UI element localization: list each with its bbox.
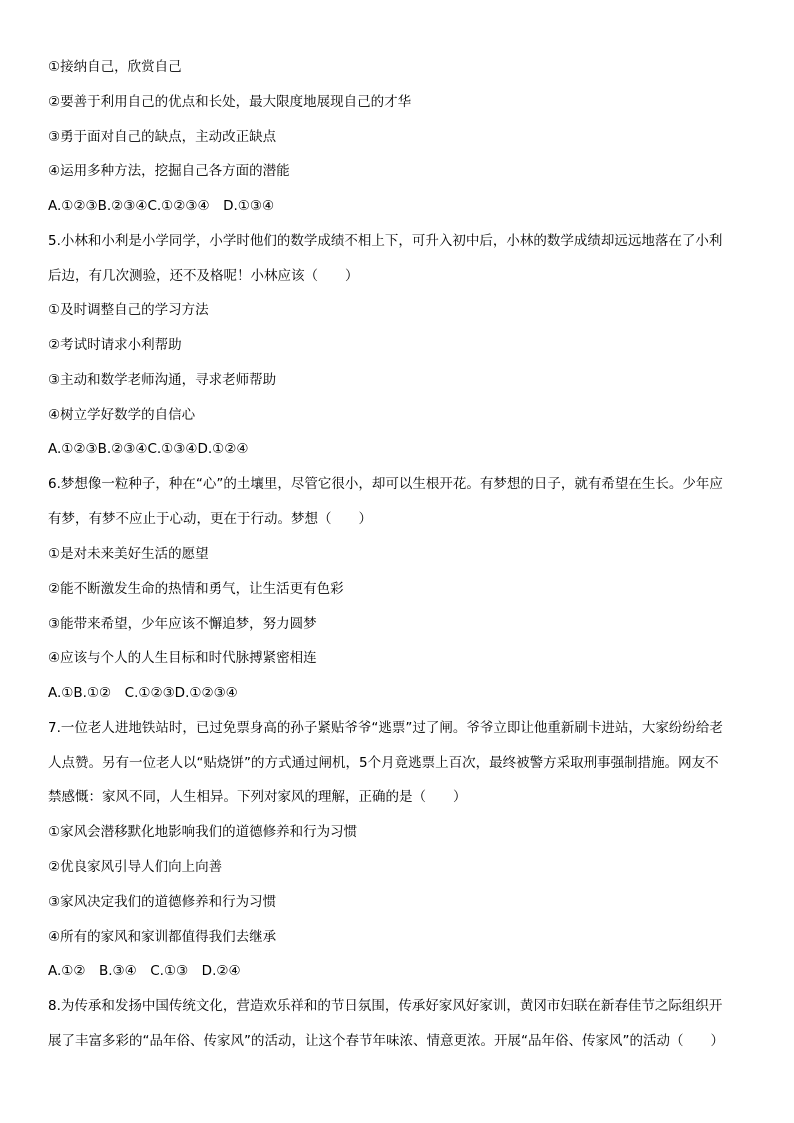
question-text: 有梦，有梦不应止于心动，更在于行动。梦想（ ） [48,511,372,527]
text-line: ③家风决定我们的道德修养和行为习惯 [48,894,277,910]
question-text: 7.一位老人进地铁站时，已过免票身高的孙子紧贴爷爷“逃票”过了闸。爷爷立即让他重新刷卡进站，大家纷纷给老 [48,720,723,736]
text-line: ②考试时请求小利帮助 [48,337,182,353]
question-text: 展了丰富多彩的“品年俗、传家风”的活动，让这个春节年味浓、情意更浓。开展“品年俗、传家风”的活动（ ） [48,1033,724,1049]
question-text: 后边，有几次测验，还不及格呢！小林应该（ ） [48,268,359,284]
text-line: ②要善于利用自己的优点和长处，最大限度地展现自己的才华 [48,94,412,110]
text-line: ③主动和数学老师沟通，寻求老师帮助 [48,372,277,388]
text-line: ③勇于面对自己的缺点，主动改正缺点 [48,129,277,145]
answer-options: A.①B.①② C.①②③D.①②③④ [48,685,238,701]
question-text: 6.梦想像一粒种子，种在“心”的土壤里，尽管它很小，却可以生根开花。有梦想的日子，就有希望在生长。少年应 [48,476,723,492]
text-line: ②能不断激发生命的热情和勇气，让生活更有色彩 [48,581,344,597]
answer-options: A.①②③B.②③④C.①②③④ D.①③④ [48,198,275,214]
text-line: ①家风会潜移默化地影响我们的道德修养和行为习惯 [48,824,358,840]
question-text: 人点赞。另有一位老人以“贴烧饼”的方式通过闸机，5个月竟逃票上百次，最终被警方采取刑事强制措施。网友不 [48,755,719,771]
text-line: ①及时调整自己的学习方法 [48,302,209,318]
text-line: ④树立学好数学的自信心 [48,407,196,423]
answer-options: A.①② B.③④ C.①③ D.②④ [48,963,241,979]
text-line: ①接纳自己，欣赏自己 [48,59,182,75]
question-text: 8.为传承和发扬中国传统文化，营造欢乐祥和的节日氛围，传承好家风好家训，黄冈市妇联在新春佳节之际组织开 [48,998,723,1014]
answer-options: A.①②③B.②③④C.①③④D.①②④ [48,441,249,457]
text-line: ①是对未来美好生活的愿望 [48,546,209,562]
text-line: ④所有的家风和家训都值得我们去继承 [48,929,277,945]
question-text: 禁感慨：家风不同，人生相异。下列对家风的理解，正确的是（ ） [48,789,467,805]
text-line: ②优良家风引导人们向上向善 [48,859,223,875]
question-text: 5.小林和小利是小学同学，小学时他们的数学成绩不相上下，可升入初中后，小林的数学成绩却远远地落在了小利 [48,233,723,249]
text-line: ④运用多种方法，挖掘自己各方面的潜能 [48,163,290,179]
text-line: ③能带来希望，少年应该不懈追梦，努力圆梦 [48,616,317,632]
text-line: ④应该与个人的人生目标和时代脉搏紧密相连 [48,650,317,666]
